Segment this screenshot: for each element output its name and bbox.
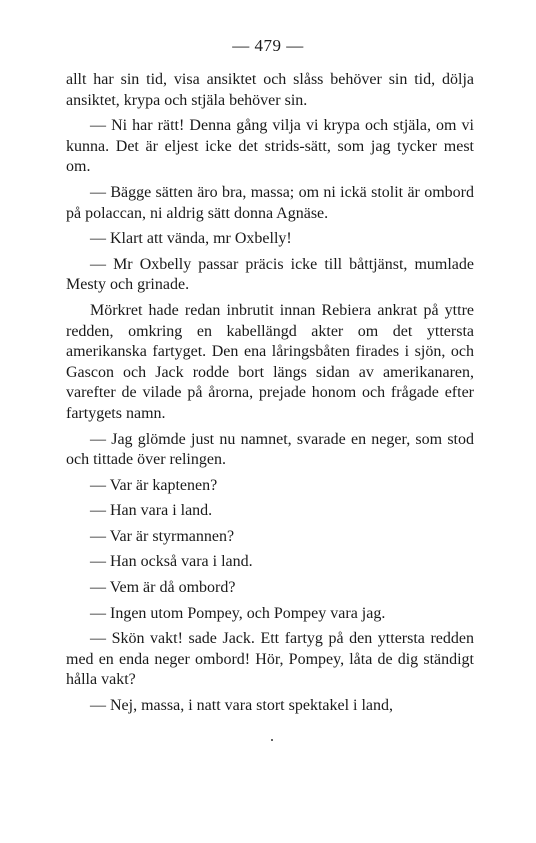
paragraph: — Klart att vända, mr Oxbelly! <box>90 230 292 248</box>
paragraph: — Nej, massa, i natt vara stort spektakel i land, <box>90 697 394 715</box>
body-text <box>66 70 474 717</box>
paragraph: — Vem är då ombord? <box>90 579 236 597</box>
paragraph: allt har sin tid, visa ansiktet och slåss behöver sin tid, dölja ansiktet, krypa och stjäla behöver sin. <box>66 71 474 109</box>
paragraph: — Bägge sätten äro bra, massa; om ni ickä stolit är ombord på polaccan, ni aldrig sätt donna Agnäse. <box>66 183 474 222</box>
print-speck <box>271 739 273 741</box>
paragraph: — Var är styrmannen? <box>90 527 235 545</box>
page-number: — 479 — <box>232 36 304 55</box>
paragraph: — Skön vakt! sade Jack. Ett fartyg på den yttersta redden med en enda neger ombord! Hör, Pompey, låta de dig ständigt hålla vakt? <box>66 630 474 689</box>
paragraph: — Han vara i land. <box>90 502 213 520</box>
paragraph: — Han också vara i land. <box>90 553 253 571</box>
paragraph: Mörkret hade redan inbrutit innan Rebiera ankrat på yttre redden, omkring en kabellängd akter om det yttersta amerikanska fartyget. Den ena låringsbåten firades i sjön, och Gascon och Jack rodde bort längs sidan av amerikanaren, varefter de vilade på årorna, prejade honom och frågade efter fartygets namn. <box>66 301 474 422</box>
paragraph: — Jag glömde just nu namnet, svarade en neger, som stod och tittade över relingen. <box>66 430 474 469</box>
paragraph: — Var är kaptenen? <box>90 476 218 494</box>
paragraph: — Ni har rätt! Denna gång vilja vi krypa och stjäla, om vi kunna. Det är eljest icke det strids-sätt, som jag tycker mest om. <box>66 117 474 176</box>
paragraph: — Ingen utom Pompey, och Pompey vara jag. <box>90 604 386 622</box>
paragraph: — Mr Oxbelly passar präcis icke till båttjänst, mumlade Mesty och grinade. <box>66 255 474 294</box>
